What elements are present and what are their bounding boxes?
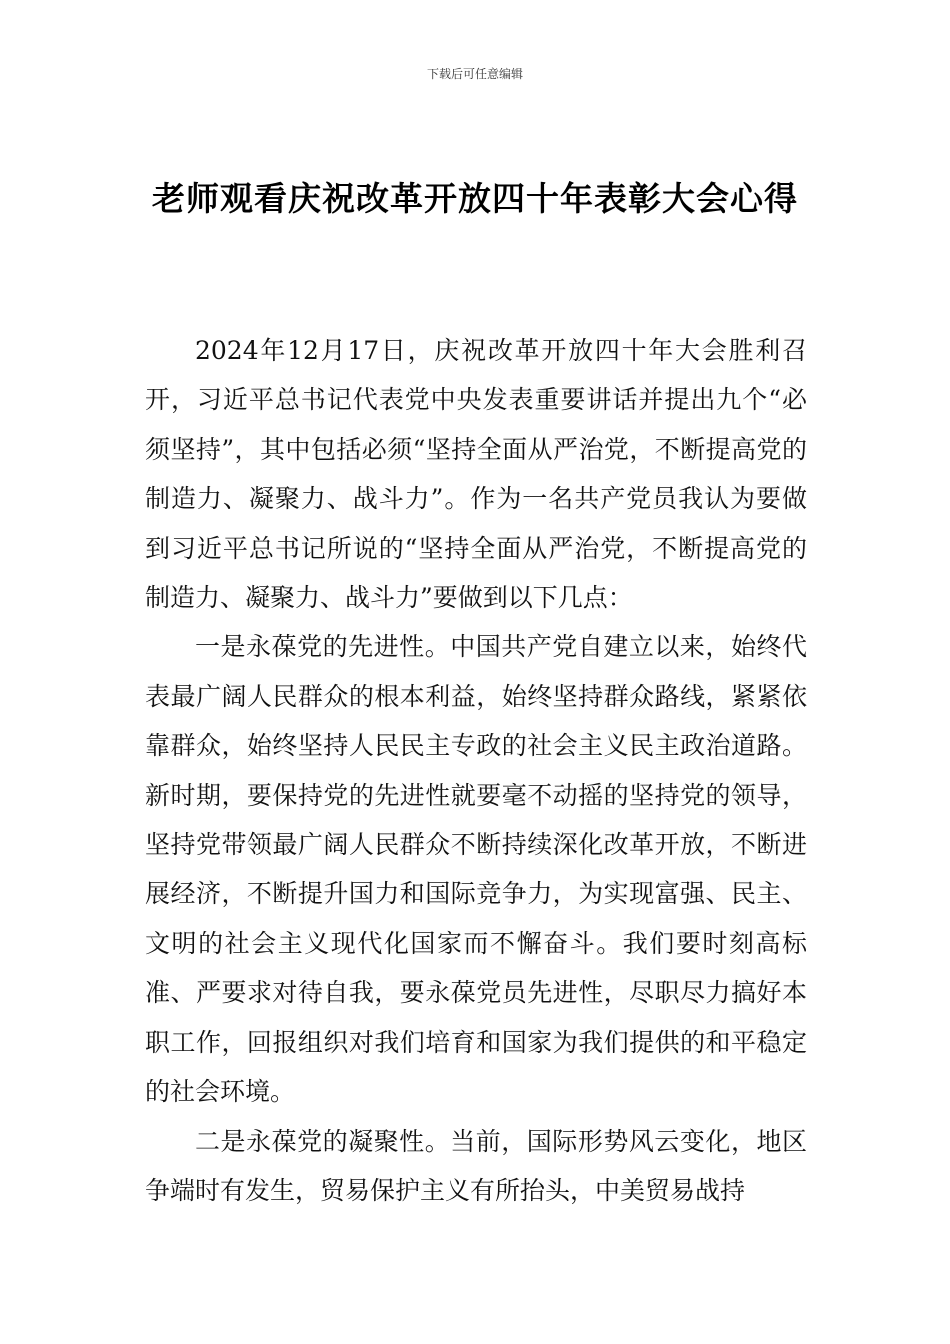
document-body [145, 326, 807, 1215]
paragraph-point-two: 二是永葆党的凝聚性。当前，国际形势风云变化，地区争端时有发生，贸易保护主义有所抬头，中美贸易战持 [145, 1126, 807, 1205]
paragraph-intro: 2024年12月17日，庆祝改革开放四十年大会胜利召开，习近平总书记代表党中央发表重要讲话并提出九个“必须坚持”，其中包括必须“坚持全面从严治党，不断提高党的制造力、凝聚力、战斗力”。作为一名共产党员我认为要做到习近平总书记所说的“坚持全面从严治党，不断提高党的制造力、凝聚力、战斗力”要做到以下几点： [145, 336, 807, 613]
document-title: 老师观看庆祝改革开放四十年表彰大会心得 [152, 179, 798, 218]
header-note: 下载后可任意编辑 [426, 67, 523, 81]
paragraph-point-one: 一是永葆党的先进性。中国共产党自建立以来，始终代表最广阔人民群众的根本利益，始终坚持群众路线，紧紧依靠群众，始终坚持人民民主专政的社会主义民主政治道路。新时期，要保持党的先进性就要毫不动摇的坚持党的领导，坚持党带领最广阔人民群众不断持续深化改革开放，不断进展经济，不断提升国力和国际竞争力，为实现富强、民主、文明的社会主义现代化国家而不懈奋斗。我们要时刻高标准、严要求对待自我，要永葆党员先进性，尽职尽力搞好本职工作，回报组织对我们培育和国家为我们提供的和平稳定的社会环境。 [145, 632, 807, 1107]
